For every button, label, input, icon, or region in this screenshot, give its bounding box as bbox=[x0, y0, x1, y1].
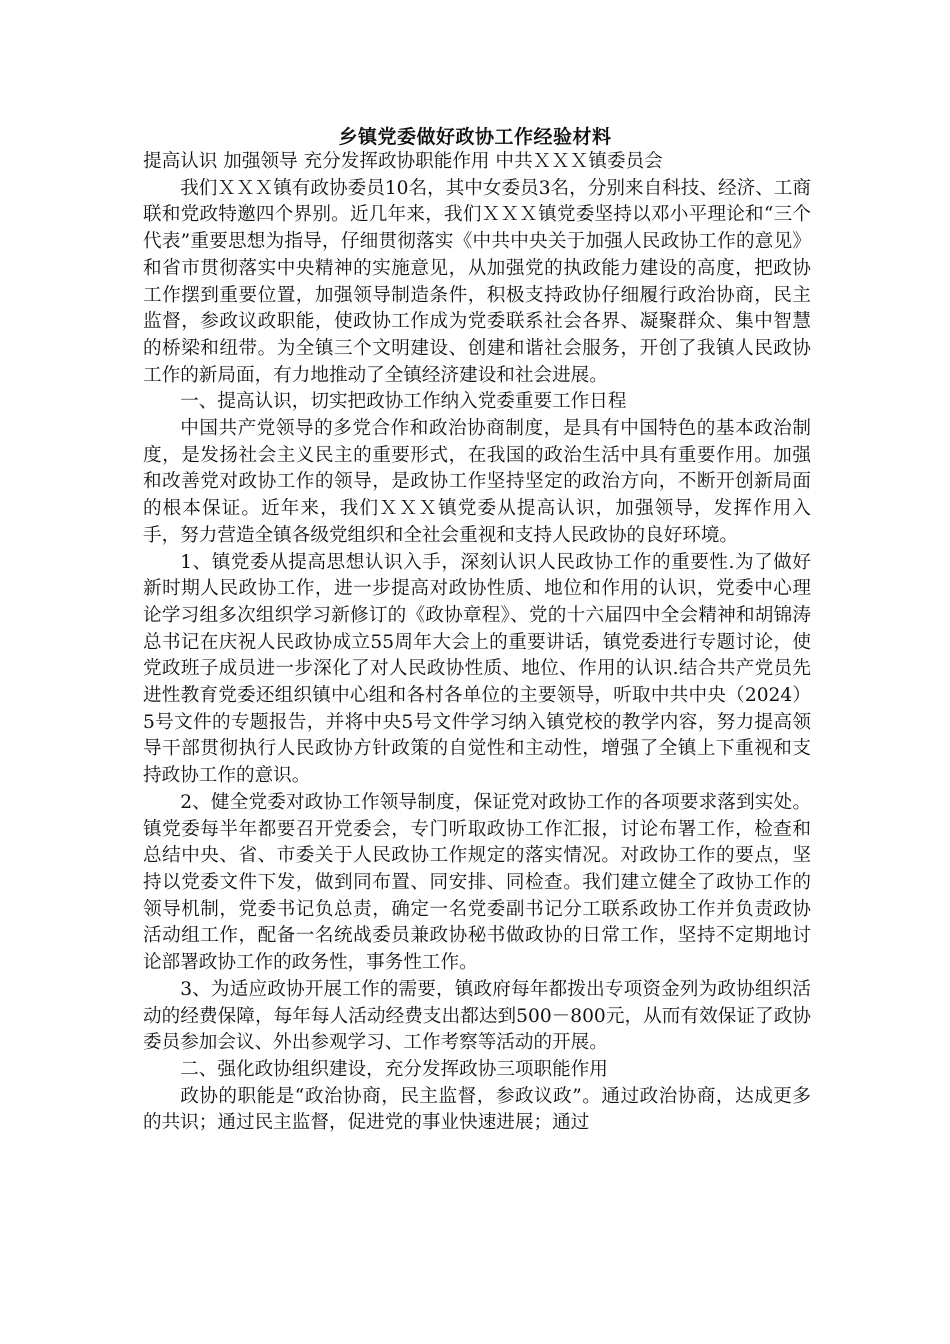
paragraph-item-2: 2、健全党委对政协工作领导制度，保证党对政协工作的各项要求落到实处。镇党委每半年都要召开党委会，专门听取政协工作汇报，讨论布署工作，检查和总结中央、省、市委关于人民政协工作规定的落实情况。对政协工作的要点，坚持以党委文件下发，做到同布置、同安排、同检查。我们建立健全了政协工作的领导机制，党委书记负总责，确定一名党委副书记分工联系政协工作并负责政协活动组工作，配备一名统战委员兼政协秘书做政协的日常工作，坚持不定期地讨论部署政协工作的政务性，事务性工作。 bbox=[143, 791, 811, 974]
paragraph-intro: 我们ＸＸＸ镇有政协委员10名，其中女委员3名，分别来自科技、经济、工商联和党政特邀四个界别。近几年来，我们ＸＸＸ镇党委坚持以邓小平理论和“三个代表”重要思想为指导，仔细贯彻落实《中共中央关于加强人民政协工作的意见》和省市贯彻落实中央精神的实施意见，从加强党的执政能力建设的高度，把政协工作摆到重要位置，加强领导制造条件，积极支持政协仔细履行政治协商，民主监督，参政议政职能，使政协工作成为党委联系社会各界、凝聚群众、集中智慧的桥梁和纽带。为全镇三个文明建设、创建和谐社会服务，开创了我镇人民政协工作的新局面，有力地推动了全镇经济建设和社会进展。 bbox=[143, 177, 811, 386]
document-body bbox=[143, 149, 811, 1137]
section-heading-1: 一、提高认识，切实把政协工作纳入党委重要工作日程 bbox=[180, 391, 627, 413]
document-title: 乡镇党委做好政协工作经验材料 bbox=[338, 126, 612, 148]
section-heading-2: 二、强化政协组织建设，充分发挥政协三项职能作用 bbox=[180, 1058, 608, 1080]
paragraph-item-3: 3、为适应政协开展工作的需要，镇政府每年都拨出专项资金列为政协组织活动的经费保障，每年每人活动经费支出都达到500－800元，从而有效保证了政协委员参加会议、外出参观学习、工作考察等活动的开展。 bbox=[143, 978, 811, 1054]
paragraph-section-1-intro: 中国共产党领导的多党合作和政治协商制度，是具有中国特色的基本政治制度，是发扬社会主义民主的重要形式，在我国的政治生活中具有重要作用。加强和改善党对政协工作的领导，是政协工作坚持坚定的政治方向，不断开创新局面的根本保证。近年来，我们ＸＸＸ镇党委从提高认识，加强领导，发挥作用入手，努力营造全镇各级党组织和全社会重视和支持人民政协的良好环境。 bbox=[143, 418, 811, 546]
document-subtitle: 提高认识 加强领导 充分发挥政协职能作用 中共ＸＸＸ镇委员会 bbox=[143, 151, 663, 172]
paragraph-item-1: 1、镇党委从提高思想认识入手，深刻认识人民政协工作的重要性.为了做好新时期人民政协工作，进一步提高对政协性质、地位和作用的认识，党委中心理论学习组多次组织学习新修订的《政协章程》、党的十六届四中全会精神和胡锦涛总书记在庆祝人民政协成立55周年大会上的重要讲话，镇党委进行专题讨论，使党政班子成员进一步深化了对人民政协性质、地位、作用的认识.结合共产党员先进性教育党委还组织镇中心组和各村各单位的主要领导，听取中共中央（2024）5号文件的专题报告，并将中央5号文件学习纳入镇党校的教学内容，努力提高领导干部贯彻执行人民政协方针政策的自觉性和主动性，增强了全镇上下重视和支持政协工作的意识。 bbox=[143, 551, 811, 787]
paragraph-section-2-intro: 政协的职能是“政治协商，民主监督，参政议政”。通过政治协商，达成更多的共识；通过民主监督，促进党的事业快速进展；通过 bbox=[143, 1085, 811, 1134]
